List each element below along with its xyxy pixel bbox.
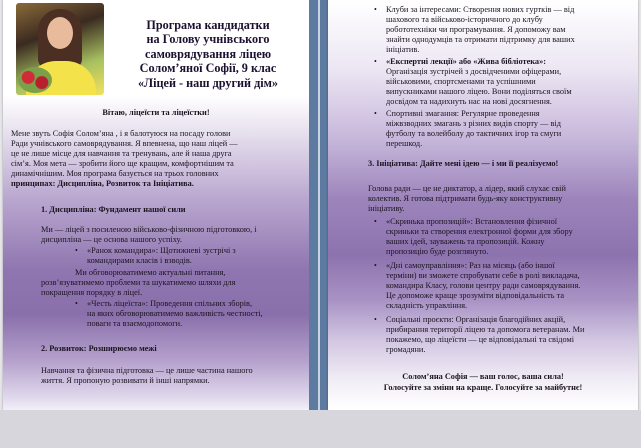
bullet-text: робототехніки чи програмування. Я допоможу вам xyxy=(386,25,566,34)
bullet-text: знайти однодумців та отримати підтримку для ваших xyxy=(386,35,575,44)
bullet-icon: • xyxy=(374,217,377,226)
bullet-text: «Ранок командира»: Щотижневі зустрічі з xyxy=(87,246,236,255)
bullet-text: складність управління. xyxy=(386,301,468,310)
closing-line: Голосуйте за зміни на краще. Голосуйте за майбутнє! xyxy=(383,383,583,392)
bullet-text: Соціальні проєкти: Організація благодійних акцій, xyxy=(386,315,566,324)
bullet-text: «Дні самоуправління»: Раз на місяць (або іншої xyxy=(386,261,555,270)
section-2-text: Навчання та фізична підготовка — це лише частина нашого xyxy=(41,366,253,375)
document-background xyxy=(0,410,641,448)
left-page xyxy=(3,0,309,410)
bullet-icon: • xyxy=(374,5,377,14)
bullet-text: військовими, спортсменами та успішними xyxy=(386,77,536,86)
bullet-text: ініціатив. xyxy=(386,45,420,54)
bullet-text: на яких обговорюватимемо важливість честності, xyxy=(87,309,263,318)
bullet-text: «Скринька пропозицій»: Встановлення фізичної xyxy=(386,217,558,226)
bullet-text: «Експертні лекції» або «Жива бібліотека»: xyxy=(386,57,546,66)
bullet-text: командира Класу, голови центру ради самоврядування. xyxy=(386,281,581,290)
bullet-text: ваших ідей, зауважень та пропозицій. Кожну xyxy=(386,237,545,246)
section-3-text: ініціативу. xyxy=(368,204,405,213)
bullet-text: випускниками нашого ліцею. Вони поділяться своїм xyxy=(386,87,572,96)
bullet-text: досвідом та надихнуть нас на нові досягнення. xyxy=(386,97,552,106)
bullet-text: Клуби за інтересами: Створення нових гуртків — від xyxy=(386,5,575,14)
bullet-text: Це допоможе краще зрозуміти відповідальність та xyxy=(386,291,565,300)
intro-line: сім’я. Моя мета — зробити його ще кращим, комфортнішим та xyxy=(11,159,234,168)
candidate-photo xyxy=(16,3,104,95)
bullet-icon: • xyxy=(374,261,377,270)
bullet-text: Організація зустрічей з досвідченими офіцерами, xyxy=(386,67,562,76)
section-1-text: дисципліна — це основа нашого успіху. xyxy=(41,235,182,244)
bullet-text: прибирання території ліцею та допомога ветеранам. Ми xyxy=(386,325,585,334)
bullet-text: поваги та взаємодопомоги. xyxy=(87,319,183,328)
bullet-text: покажемо, що ліцеїсти — це відповідальні та свідомі xyxy=(386,335,575,344)
bullet-icon: • xyxy=(374,109,377,118)
bullet-text: «Честь ліцеїста»: Проведення спільних зборів, xyxy=(87,299,253,308)
bullet-text: командирами класів і взводів. xyxy=(87,256,192,265)
bullet-text: пропозицію буде розглянуто. xyxy=(386,247,489,256)
section-1-mid: розв’язуватимемо проблеми та шукатимемо шляхи для xyxy=(41,278,236,287)
intro-line: динамічнішим. Моя програма базується на трьох головних xyxy=(11,169,219,178)
section-1-heading: 1. Дисципліна: Фундамент нашої сили xyxy=(41,205,186,214)
bullet-text: Спортивні змагання: Регулярне проведення xyxy=(386,109,540,118)
bullet-icon: • xyxy=(374,57,377,66)
bullet-text: перешкод. xyxy=(386,139,423,148)
intro-line: принципах: Дисципліна, Розвиток та Ініціатива. xyxy=(11,179,194,188)
section-2-text: життя. Я пропоную розвивати й інші напрямки. xyxy=(41,376,210,385)
bullet-icon: • xyxy=(75,246,78,255)
program-title: Програма кандидатки на Голову учнівського самоврядування ліцею Солом’яної Софії, 9 клас «Ліцей - наш другий дім» xyxy=(137,18,279,90)
closing-line: Солом’яна Софія — ваш голос, ваша сила! xyxy=(402,372,564,381)
bullet-text: міжвзводних змагань з різних видів спорту — від xyxy=(386,119,561,128)
bullet-icon: • xyxy=(374,315,377,324)
intro-line: Мене звуть Софія Солом’яна , і я балотуюся на посаду голови xyxy=(11,129,231,138)
section-1-mid: Ми обговорюватимемо актуальні питання, xyxy=(75,268,226,277)
section-3-text: колектив. Я готова підтримати будь-яку конструктивну xyxy=(368,194,563,203)
bullet-text: громадяни. xyxy=(386,345,426,354)
section-2-heading: 2. Розвиток: Розширюємо межі xyxy=(41,344,157,353)
greeting: Вітаю, ліцеїсти та ліцеїстки! xyxy=(102,108,210,117)
right-page xyxy=(328,0,638,410)
section-1-mid: покращення порядку в ліцеї. xyxy=(41,288,143,297)
bullet-text: футболу та волейболу до тактичних ігор та смуги xyxy=(386,129,562,138)
intro-line: це не лише місце для навчання та тренувань, але й наша друга xyxy=(11,149,232,158)
section-1-text: Ми — ліцей з посиленою військово-фізичною підготовкою, і xyxy=(41,225,257,234)
section-3-text: Голова ради — це не диктатор, а лідер, який слухає свій xyxy=(368,184,566,193)
intro-line: Ради учнівського самоврядування. Я впевнена, що наш ліцей — xyxy=(11,139,238,148)
section-3-heading: 3. Ініціатива: Дайте мені ідею — і ми її реалізуємо! xyxy=(368,159,559,168)
bullet-text: шахового та військово-історичного до клубу xyxy=(386,15,543,24)
bullet-text: скриньки та створення електронної форми для збору xyxy=(386,227,573,236)
page-gap-line xyxy=(318,0,320,410)
bullet-icon: • xyxy=(75,299,78,308)
bullet-text: терміни) ви зможете спробувати себе в ролі викладача, xyxy=(386,271,580,280)
